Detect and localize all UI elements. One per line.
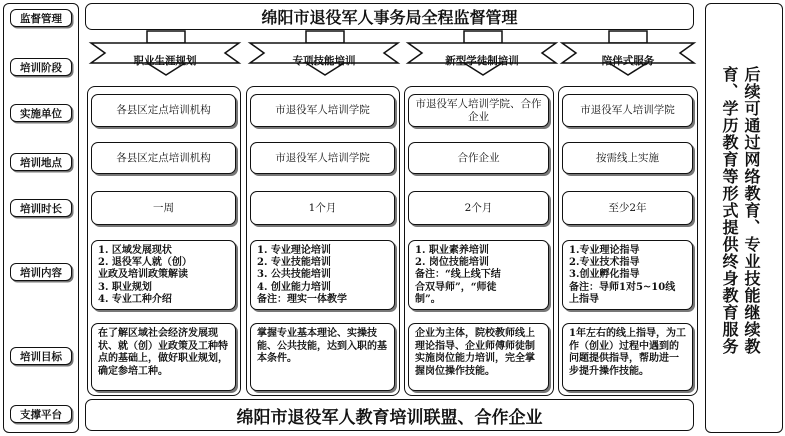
stage4-duration: 至少2年 — [562, 191, 693, 225]
stage4-goal: 1年左右的线上指导，为工作（创业）过程中遇到的问题提供指导，帮助进一步提升操作技能。 — [562, 323, 693, 391]
row-label-content: 培训内容 — [10, 263, 72, 281]
stage4-content-item: 3.创业孵化指导 — [569, 269, 640, 281]
stage1-location: 各县区定点培训机构 — [91, 142, 236, 174]
stage2-unit: 市退役军人培训学院 — [250, 94, 395, 127]
stage1-content-item: 3. 职业规划 — [98, 281, 152, 293]
stage2-content-item: 4. 创业能力培训 — [257, 281, 331, 293]
stage4-unit: 市退役军人培训学院 — [562, 94, 693, 127]
stage3-content-item: 合双导师”，“师徒 — [415, 281, 497, 293]
stage-name-4: 陪伴式服务 — [601, 55, 655, 67]
stage3-content-item: 2. 岗位技能培训 — [415, 257, 489, 269]
stage2-location: 市退役军人培训学院 — [250, 142, 395, 174]
stage3-content-item: 1. 职业素养培训 — [415, 245, 489, 256]
stage-name-1: 职业生涯规划 — [133, 55, 197, 67]
support-platform-bar: 绵阳市退役军人教育培训联盟、合作企业 — [85, 399, 694, 431]
stage1-goal: 在了解区域社会经济发展现状、就（创）业政策及工种特点的基础上，做好职业规划，确定参培工种。 — [91, 323, 236, 391]
stage4-content — [562, 240, 693, 310]
stage3-location: 合作企业 — [408, 142, 549, 174]
stage1-content-item: 业政及培训政策解读 — [98, 269, 188, 281]
stage2-content-item: 1. 专业理论培训 — [257, 245, 331, 256]
stage2-content-item: 备注：理实一体教学 — [257, 293, 347, 305]
stage4-content-item: 备注：导师1对5~10线 — [569, 281, 676, 293]
row-label-goal: 培训目标 — [10, 347, 72, 365]
row-label-unit: 实施单位 — [10, 104, 72, 122]
stage3-content — [408, 240, 549, 310]
row-label-supervision: 监督管理 — [10, 9, 72, 27]
stage3-duration: 2个月 — [408, 191, 549, 225]
stage1-unit: 各县区定点培训机构 — [91, 94, 236, 127]
stage1-duration: 一周 — [91, 191, 236, 225]
stage1-content-item: 4. 专业工种介绍 — [98, 293, 172, 305]
stage2-duration: 1个月 — [250, 191, 395, 225]
stage2-goal: 掌握专业基本理论、实操技能、公共技能，达到入职的基本条件。 — [250, 323, 395, 391]
stage3-content-item: 制”。 — [415, 293, 441, 305]
stage4-content-item: 2.专业技术指导 — [569, 257, 640, 269]
row-label-platform: 支撑平台 — [10, 405, 72, 423]
stage3-unit: 市退役军人培训学院、合作企业 — [408, 94, 549, 127]
lifelong-education-text: 后续可通过网络教育、专业技能继续教育、学历教育等形式提供终身教育服务 — [720, 66, 761, 355]
row-label-location: 培训地点 — [10, 153, 72, 171]
stage3-content-item: 备注：“线上线下结 — [415, 269, 501, 281]
stage1-content-item: 1. 区域发展现状 — [98, 245, 172, 256]
stage4-location: 按需线上实施 — [562, 142, 693, 174]
stage1-content — [91, 240, 236, 310]
stage4-content-item: 上指导 — [569, 293, 599, 305]
stage-name-2: 专项技能培训 — [292, 55, 356, 67]
row-label-stage: 培训阶段 — [10, 58, 72, 76]
row-label-duration: 培训时长 — [10, 199, 72, 217]
stage2-content-item: 2. 专业技能培训 — [257, 257, 331, 269]
stage1-content-item: 2. 退役军人就（创） — [98, 257, 192, 269]
stage2-content — [250, 240, 395, 310]
supervision-title: 绵阳市退役军人事务局全程监督管理 — [85, 3, 694, 30]
stage2-content-item: 3. 公共技能培训 — [257, 269, 331, 281]
stage4-content-item: 1.专业理论指导 — [569, 245, 640, 256]
stage-name-3: 新型学徒制培训 — [445, 55, 519, 67]
stage3-goal: 企业为主体，院校教师线上理论指导、企业师傅师徒制实施岗位能力培训，完全掌握岗位操作技能。 — [408, 323, 549, 391]
